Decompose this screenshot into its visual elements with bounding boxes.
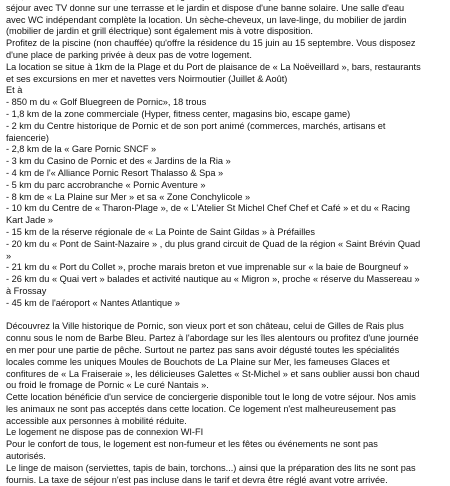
text-line: confitures de « La Fraiseraie », les délicieuses Galettes « St-Michel » et sans oublier aussi bon chaud [6,368,420,379]
text-line: connu sous le nom de Barbe Bleu. Partez à l'abordage sur les îles alentours ou profitez d'une journée [6,333,419,344]
text-line: Cette location bénéficie d'un service de conciergerie disponible tout le long de votre séjour. Nos amis [6,392,416,403]
intro-paragraph [6,0,444,97]
text-line: ou froid le fromage de Pornic « Le curé Nantais ». [6,380,209,391]
list-item: - 2,8 km de la « Gare Pornic SNCF » [6,144,157,155]
list-item: à Frossay [6,285,47,296]
list-item: - 26 km du « Quai vert » balades et activité nautique au « Migron », proche « réserve du Massereau » [6,274,420,285]
text-line: Et à [6,85,23,96]
text-line: avec WC indépendant complète la location. Un sèche-cheveux, un lave-linge, du mobilier de jardin [6,14,407,25]
text-line: et ses excursions en mer et navettes vers Noirmoutier (Juillet & Août) [6,73,288,84]
discover-paragraph [6,321,444,486]
text-line: fournis. La taxe de séjour n'est pas incluse dans le tarif et devra être réglé avant votre arrivée. [6,474,388,485]
list-item: - 8 km de « La Plaine sur Mer » et sa « Zone Conchylicole » [6,191,251,202]
text-line: Le linge de maison (serviettes, tapis de bain, torchons...) ainsi que la préparation des lits ne sont pas [6,462,416,473]
list-item: - 21 km du « Port du Collet », proche marais breton et vue imprenable sur « la baie de Bourgneuf » [6,262,409,273]
text-line: locales comme les uniques Moules de Bouchots de La Plaine sur Mer, les fameuses Glaces et [6,356,390,367]
text-line: Découvrez la Ville historique de Pornic, son vieux port et son château, celui de Gilles de Rais plus [6,321,404,332]
list-item: - 5 km du parc accrobranche « Pornic Aventure » [6,179,206,190]
list-item: - 15 km de la réserve régionale de « La Pointe de Saint Gildas » à Préfailles [6,226,315,237]
text-line: Profitez de la piscine (non chauffée) qu'offre la résidence du 15 juin au 15 septembre. Vous disposez [6,38,416,49]
text-line: La location se situe à 1km de la Plage et du Port de plaisance de « La Noëveillard », bars, restaurants [6,61,421,72]
list-item: - 850 m du « Golf Bluegreen de Pornic», 18 trous [6,97,207,108]
list-item: faiencerie) [6,132,49,143]
text-line: Pour le confort de tous, le logement est non-fumeur et les fêtes ou événements ne sont pas [6,439,378,450]
distance-list [6,97,444,309]
list-item: - 10 km du Centre de « Tharon-Plage », de « L'Atelier St Michel Chef Chef et Café » et du « Racing [6,203,411,214]
list-item: - 3 km du Casino de Pornic et des « Jardins de la Ria » [6,156,231,167]
list-item: - 2 km du Centre historique de Pornic et de son port animé (commerces, marchés, artisans et [6,120,386,131]
text-line: d'une place de parking privée à deux pas de votre logement. [6,49,252,60]
list-item: Kart Jade » [6,215,53,226]
list-item: - 45 km de l'aéroport « Nantes Atlantique » [6,297,180,308]
text-line: autorisés. [6,451,46,462]
text-line: en mer pour une partie de pêche. Surtout ne partez pas sans avoir dégusté toutes les spécialités [6,344,400,355]
list-item: - 4 km de l'« Alliance Pornic Resort Thalasso & Spa » [6,167,224,178]
paragraph-spacer [6,310,444,322]
text-line: (mobilier de jardin et grill électrique) sont également mis à votre disposition. [6,26,313,37]
list-item: - 20 km du « Pont de Saint-Nazaire » , du plus grand circuit de Quad de la région « Saint Brévin Quad [6,238,421,249]
text-line: les animaux ne sont pas acceptés dans cette location. Ce logement n'est malheureusement pas [6,403,396,414]
document-body [6,0,444,486]
text-line: accessible aux personnes à mobilité réduite. [6,415,187,426]
text-line: Le logement ne dispose pas de connexion WI-FI [6,427,204,438]
list-item: » [6,250,12,261]
text-line: séjour avec TV donne sur une terrasse et le jardin et dispose d'une banne solaire. Une salle d'eau [6,2,405,13]
list-item: - 1,8 km de la zone commerciale (Hyper, fitness center, magasins bio, escape game) [6,108,351,119]
